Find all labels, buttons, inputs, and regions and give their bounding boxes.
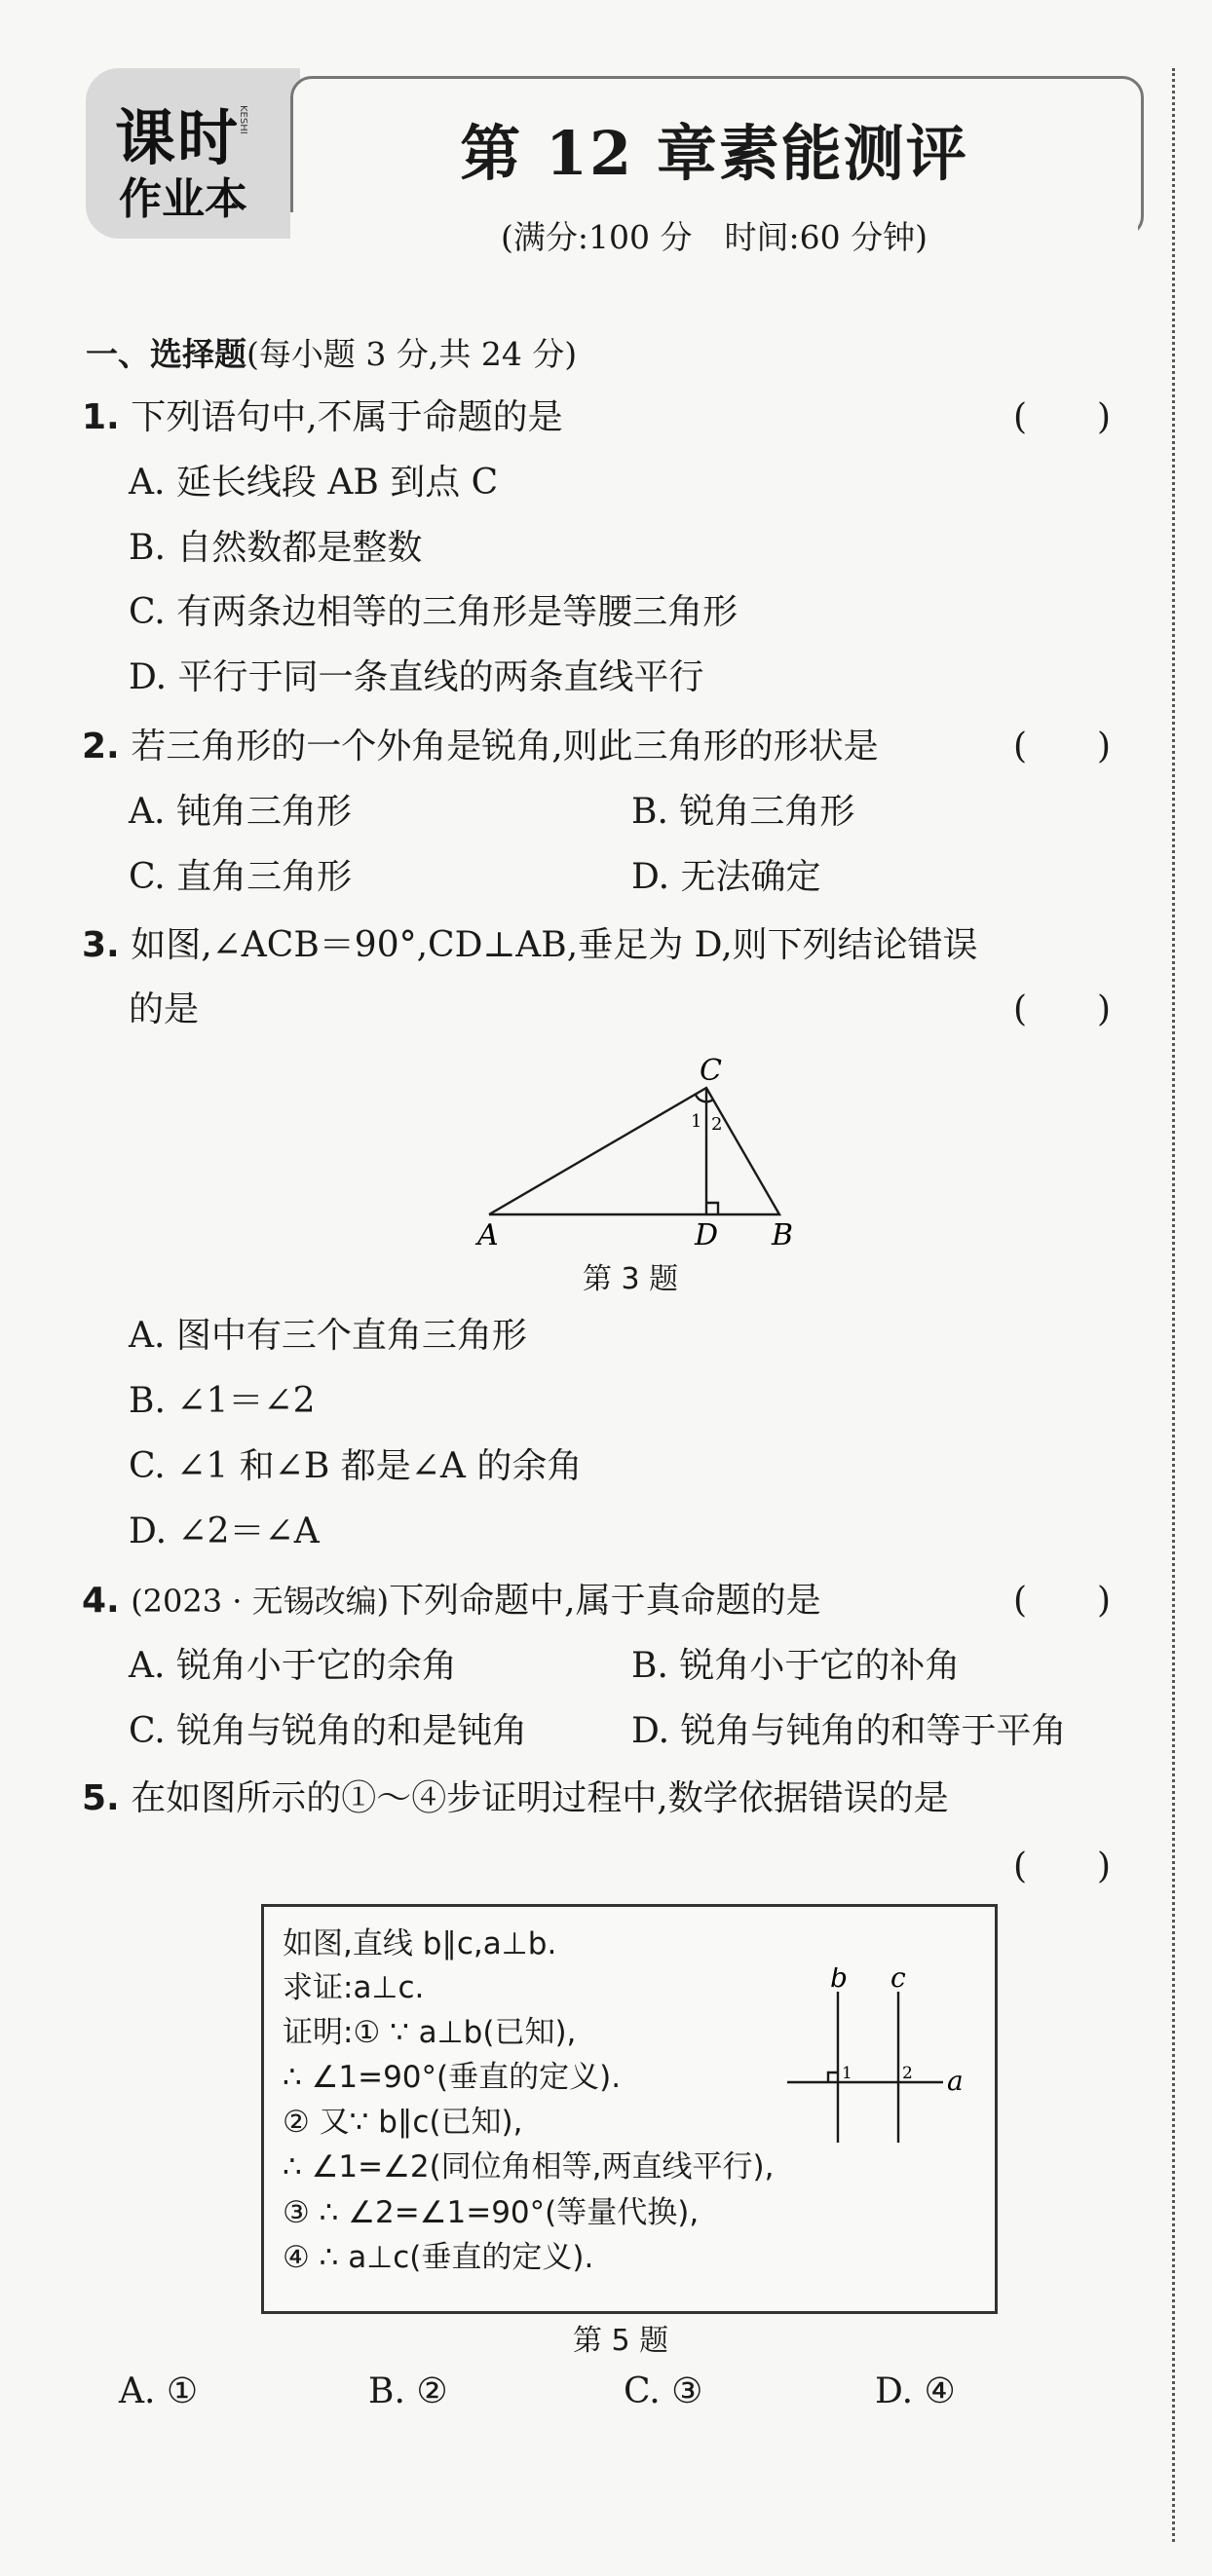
proof-line-6: ∴ ∠1=∠2(同位角相等,两直线平行), [283, 2149, 775, 2184]
label-line-c: c [890, 1967, 906, 1994]
proof-line-8: ④ ∴ a⊥c(垂直的定义). [283, 2240, 594, 2275]
label-a: A [477, 1218, 499, 1251]
question-5-stem: 5. 在如图所示的①～④步证明过程中,数学依据错误的是 [82, 1778, 949, 1818]
q3-answer-paren: ( ) [1013, 989, 1112, 1029]
section-heading [86, 329, 577, 375]
proof-line-2: 求证:a⊥c. [283, 1970, 425, 2005]
q2-option-a: A. 钝角三角形 [129, 792, 352, 832]
q1-option-c: C. 有两条边相等的三角形是等腰三角形 [129, 592, 739, 632]
q1-option-b: B. 自然数都是整数 [129, 528, 423, 568]
proof-line-7: ③ ∴ ∠2=∠1=90°(等量代换), [283, 2195, 700, 2230]
q5-option-a: A. ① [119, 2371, 199, 2411]
section-title: 一、选择题 [86, 335, 246, 373]
question-4-stem: 4. (2023 · 无锡改编)下列命题中,属于真命题的是 [82, 1581, 821, 1621]
page-subtitle: (满分:100 分 时间:60 分钟) [290, 212, 1138, 258]
q1-answer-paren: ( ) [1013, 397, 1112, 437]
right-angle-mark-d [706, 1203, 718, 1214]
label-angle-1: 1 [691, 1111, 702, 1132]
q5-parallel-lines-figure [779, 1967, 974, 2152]
question-3-stem-line2: 的是 [129, 989, 200, 1029]
question-1-stem: 1. 下列语句中,不属于命题的是 [82, 397, 563, 437]
proof-line-4: ∴ ∠1=90°(垂直的定义). [283, 2060, 622, 2095]
q3-option-c: C. ∠1 和∠B 都是∠A 的余角 [129, 1446, 583, 1486]
question-3-stem-line1: 3. 如图,∠ACB＝90°,CD⊥AB,垂足为 D,则下列结论错误 [82, 925, 978, 965]
logo-text-line2: 作业本 [119, 174, 247, 224]
label-angle-2: 2 [902, 2064, 913, 2083]
page-title: 第 12 章素能测评 [460, 118, 968, 189]
q2-answer-paren: ( ) [1013, 727, 1112, 766]
q4-option-a: A. 锐角小于它的余角 [129, 1646, 457, 1686]
q4-option-b: B. 锐角小于它的补角 [631, 1646, 961, 1686]
q3-option-d: D. ∠2＝∠A [129, 1512, 320, 1551]
q3-triangle-figure [458, 1047, 809, 1251]
label-line-b: b [830, 1967, 848, 1994]
q2-option-b: B. 锐角三角形 [631, 792, 855, 832]
q5-option-b: B. ② [368, 2371, 448, 2411]
q4-option-d: D. 锐角与钝角的和等于平角 [631, 1711, 1067, 1751]
proof-line-1: 如图,直线 b∥c,a⊥b. [283, 1926, 557, 1961]
label-c: C [700, 1054, 722, 1088]
proof-line-5: ② 又∵ b∥c(已知), [283, 2105, 523, 2140]
logo-text-line1: 课时 [115, 102, 241, 173]
q5-option-c: C. ③ [624, 2371, 703, 2411]
q1-option-d: D. 平行于同一条直线的两条直线平行 [129, 657, 704, 697]
logo-small-text: KESHI [238, 105, 248, 134]
label-angle-1: 1 [842, 2064, 852, 2083]
q4-source: (2023 · 无锡改编) [131, 1583, 390, 1620]
q1-option-a: A. 延长线段 AB 到点 C [129, 463, 499, 503]
q3-option-b: B. ∠1＝∠2 [129, 1381, 316, 1421]
triangle-abc [489, 1088, 779, 1214]
q4-option-c: C. 锐角与锐角的和是钝角 [129, 1711, 528, 1751]
q3-figure-caption: 第 3 题 [583, 1262, 679, 1296]
q5-answer-paren: ( ) [1013, 1847, 1112, 1886]
section-note: (每小题 3 分,共 24 分) [246, 335, 578, 373]
page-edge-dotted-rule [1172, 68, 1175, 2542]
q4-answer-paren: ( ) [1013, 1581, 1112, 1621]
q3-option-a: A. 图中有三个直角三角形 [129, 1316, 527, 1356]
question-2-stem: 2. 若三角形的一个外角是锐角,则此三角形的形状是 [82, 727, 879, 766]
label-b: B [772, 1218, 794, 1251]
label-angle-2: 2 [711, 1114, 723, 1135]
right-angle-mark [828, 2072, 838, 2082]
q2-option-d: D. 无法确定 [631, 857, 821, 897]
label-d: D [695, 1218, 719, 1251]
q2-option-c: C. 直角三角形 [129, 857, 353, 897]
proof-line-3: 证明:① ∵ a⊥b(已知), [283, 2015, 577, 2050]
label-line-a: a [947, 2065, 964, 2097]
q5-figure-caption: 第 5 题 [573, 2324, 669, 2358]
q5-option-d: D. ④ [875, 2371, 956, 2411]
